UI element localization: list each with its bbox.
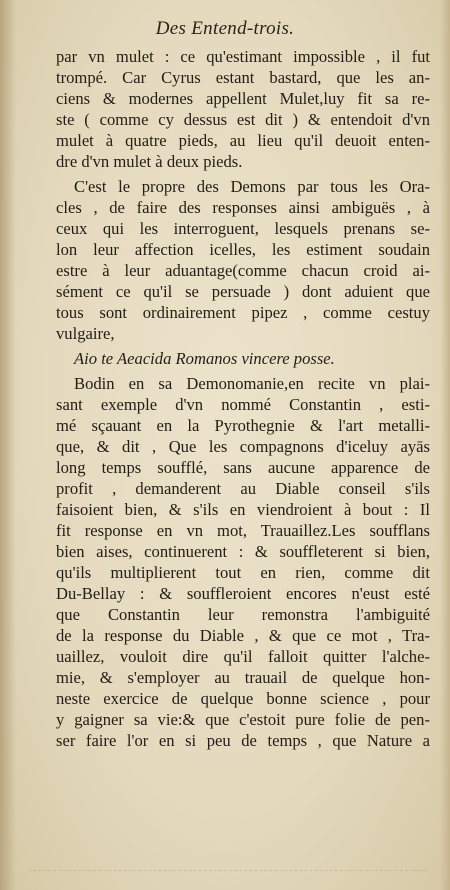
- text-line: neste exercice de quelque bonne science , pour: [56, 689, 430, 708]
- text-line: C'est le propre des Demons par tous les Ora-: [74, 177, 430, 196]
- text-line: Bodin en sa Demonomanie,en recite vn plai-: [74, 374, 430, 393]
- text-line: mulet à quatre pieds, au lieu qu'il deuoit enten-: [56, 131, 430, 150]
- text-line: cles , de faire des responses ainsi ambiguës , à: [56, 198, 430, 217]
- text-line: ceux qui les interroguent, lesquels prenans se-: [56, 219, 430, 238]
- text-line: vulgaire,: [56, 324, 115, 343]
- paragraph: [56, 373, 430, 751]
- running-header: Des Entend-trois.: [155, 18, 295, 39]
- text-line: de la response du Diable , & que ce mot , Tra-: [56, 626, 430, 645]
- text-line: faisoient bien, & s'ils en viendroient à bout : Il: [56, 500, 430, 519]
- text-line: que, & dit , Que les compagnons d'iceluy ayās: [56, 437, 430, 456]
- text-line: long temps soufflé, sans aucune apparence de: [56, 458, 430, 477]
- text-line: lon leur affection icelles, les estiment soudain: [56, 240, 430, 259]
- text-line: mé sçauant en la Pyrothegnie & l'art metalli-: [56, 416, 430, 435]
- text-line: ser faire l'or en si peu de temps , que Nature a: [56, 731, 430, 750]
- page-bottom-rule: [28, 870, 428, 871]
- text-line: bien aises, continuerent : & souffleterent si bien,: [56, 542, 430, 561]
- text-line: fit response en vn mot, Trauaillez.Les soufflans: [56, 521, 430, 540]
- text-line: y gaigner sa vie:& que c'estoit pure folie de pen-: [56, 710, 430, 729]
- text-line: que Constantin leur remonstra l'ambiguité: [56, 605, 430, 624]
- text-line: Aio te Aeacida Romanos vincere posse.: [74, 349, 335, 368]
- text-line: par vn mulet : ce qu'estimant impossible , il fut: [56, 47, 430, 66]
- text-line: ste ( comme cy dessus est dit ) & entendoit d'vn: [56, 110, 430, 129]
- paragraph: [56, 46, 430, 172]
- text-line: sément ce qu'il se persuade ) dont aduient que: [56, 282, 430, 301]
- text-line: uaillez, vouloit dire qu'il falloit quitter l'alche-: [56, 647, 430, 666]
- latin-quotation: [56, 348, 430, 369]
- page-gutter-shadow: [0, 0, 16, 890]
- text-line: trompé. Car Cyrus estant bastard, que les an-: [56, 68, 430, 87]
- text-line: estre à leur aduantage(comme chacun croid ai-: [56, 261, 430, 280]
- text-line: Du-Bellay : & souffleroient encores n'eust esté: [56, 584, 430, 603]
- text-line: ciens & modernes appellent Mulet,luy fit sa re-: [56, 89, 430, 108]
- page-edge-shadow: [440, 0, 450, 890]
- text-line: sant exemple d'vn nommé Constantin , esti-: [56, 395, 430, 414]
- paragraph: [56, 176, 430, 344]
- body-text: [56, 46, 430, 751]
- text-line: profit , demanderent au Diable conseil s'ils: [56, 479, 430, 498]
- text-line: tous sont ordinairement pipez , comme cestuy: [56, 303, 430, 322]
- text-line: mie, & s'employer au trauail de quelque hon-: [56, 668, 430, 687]
- text-line: qu'ils multiplierent tout en rien, comme dit: [56, 563, 430, 582]
- text-line: dre d'vn mulet à deux pieds.: [56, 152, 243, 171]
